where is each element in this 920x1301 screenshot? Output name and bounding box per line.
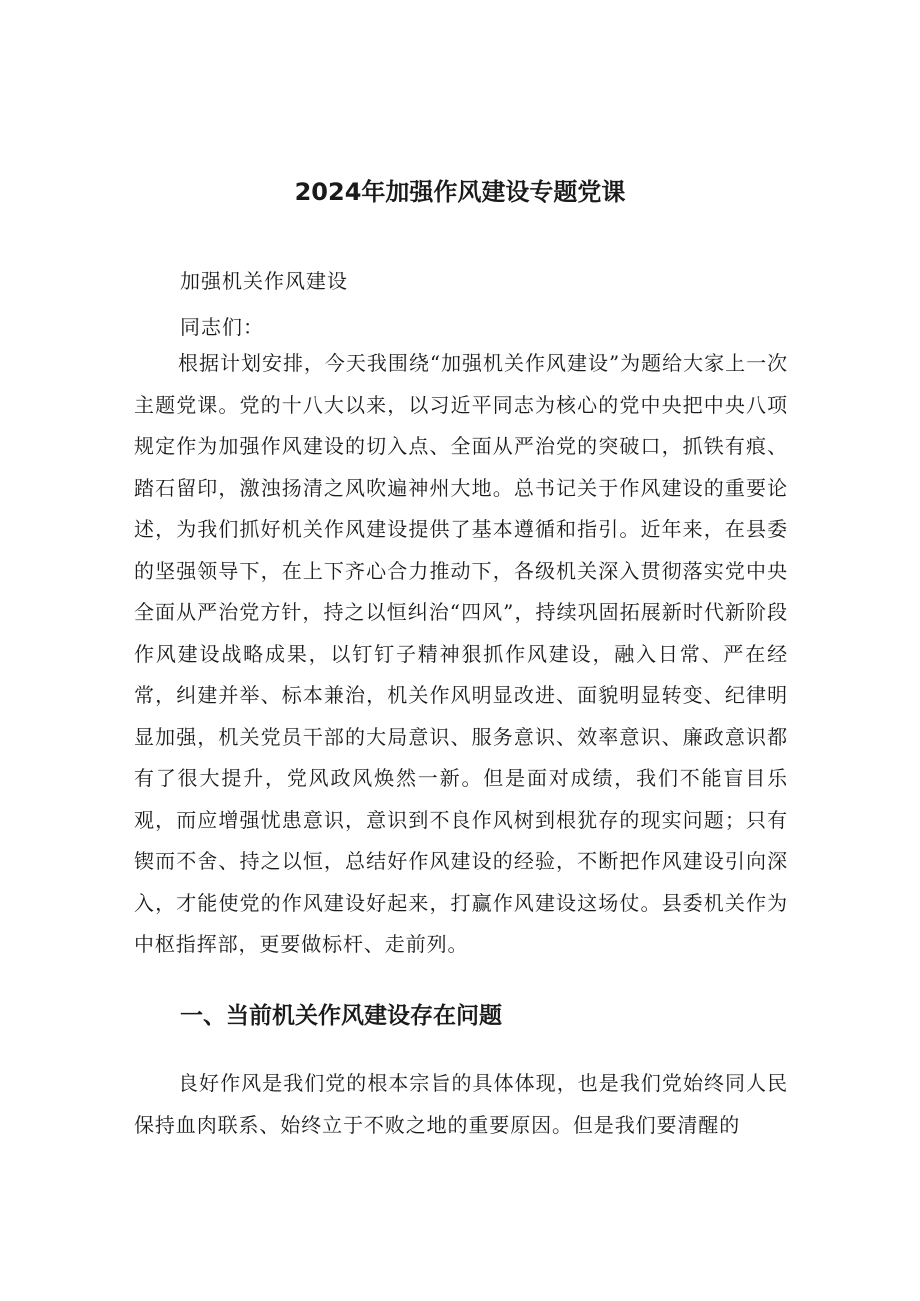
salutation: 同志们：: [180, 315, 264, 339]
document-subtitle: 加强机关作风建设: [180, 269, 348, 293]
intro-paragraph: 根据计划安排，今天我围绕“加强机关作风建设”为题给大家上一次主题党课。党的十八大以来，以习近平同志为核心的党中央把中央八项规定作为加强作风建设的切入点、全面从严治党的突破口，抓铁有痕、踏石留印，激浊扬清之风吹遍神州大地。总书记关于作风建设的重要论述，为我们抓好机关作风建设提供了基本遵循和指引。近年来，在县委的坚强领导下，在上下齐心合力推动下，各级机关深入贯彻落实党中央全面从严治党方针，持之以恒纠治“四风”，持续巩固拓展新时代新阶段作风建设战略成果，以钉钉子精神狠抓作风建设，融入日常、严在经常，纠建并举、标本兼治，机关作风明显改进、面貌明显转变、纪律明显加强，机关党员干部的大局意识、服务意识、效率意识、廉政意识都有了很大提升，党风政风焕然一新。但是面对成绩，我们不能盲目乐观，而应增强忧患意识，意识到不良作风树到根犹存的现实问题；只有锲而不舍、持之以恒，总结好作风建设的经验，不断把作风建设引向深入，才能使党的作风建设好起来，打赢作风建设这场仗。县委机关作为中枢指挥部，更要做标杆、走前列。: [134, 351, 788, 956]
document-title: 2024年加强作风建设专题党课: [294, 178, 626, 206]
section-1-paragraph: 良好作风是我们党的根本宗旨的具体体现，也是我们党始终同人民保持血肉联系、始终立于不败之地的重要原因。但是我们要清醒的: [134, 1071, 788, 1137]
section-heading-1: 一、当前机关作风建设存在问题: [180, 1003, 502, 1029]
